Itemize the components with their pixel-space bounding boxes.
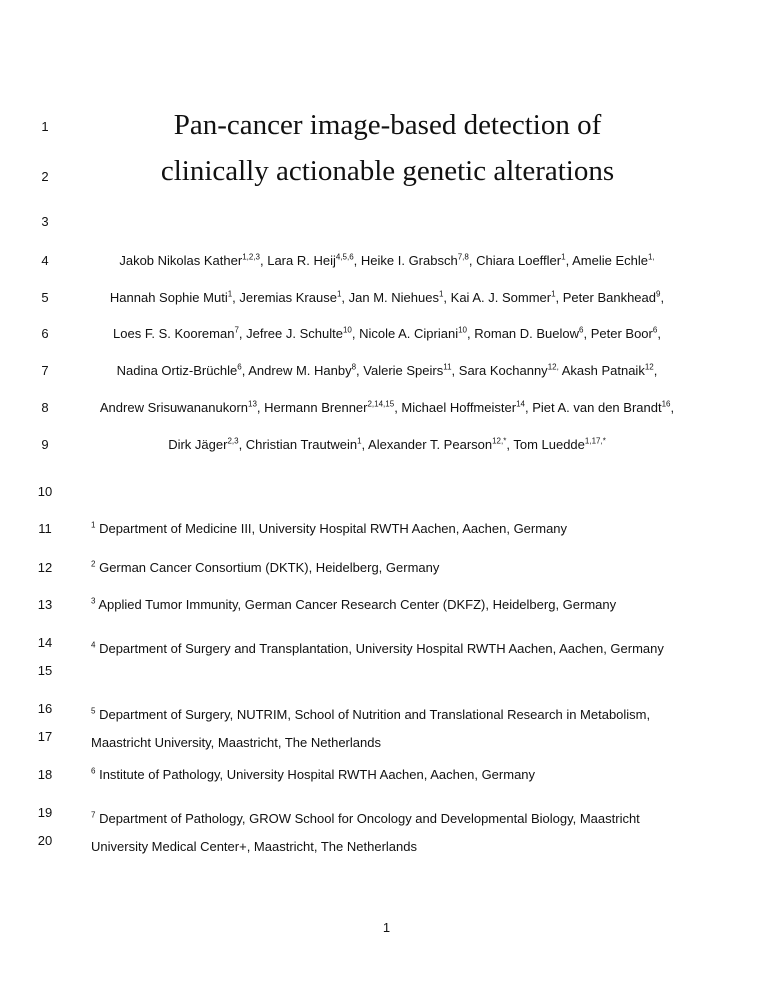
affiliation — [91, 560, 691, 575]
author-line: Jakob Nikolas Kather$^{1,2,3}$, Lara R. Heij$^{4,5,6}$, Heike I. Grabsch$^{7,8}$, Chiara Loeffler$^1$, Amelie Echle$^{1,}$ — [119, 252, 655, 268]
author-line: Nadina Ortiz-Brüchle$^6$, Andrew M. Hanby$^8$, Valerie Speirs$^{11}$, Sara Kochanny$^{12,}$ Akash Patnaik$^{12}$, — [116, 362, 658, 378]
author-affiliation-sup: 13 — [248, 399, 257, 409]
author-affiliation-sup: 9 — [656, 289, 661, 299]
line-number: 5 — [41, 290, 49, 305]
affiliation-number: 6 — [91, 766, 96, 776]
author-affiliation-sup: 1 — [551, 289, 556, 299]
line-number: 7 — [41, 363, 49, 378]
author-name: Peter Boor — [590, 326, 653, 341]
author-name: Sara Kochanny — [458, 363, 548, 378]
affiliation — [91, 597, 691, 612]
author-name: Christian Trautwein — [245, 437, 358, 452]
line-number: 17 — [37, 729, 53, 744]
author-name: Hannah Sophie Muti — [109, 290, 228, 305]
author-name: Piet A. van den Brandt — [532, 400, 662, 415]
author-name: Dirk Jäger — [168, 437, 228, 452]
author-affiliation-sup: 10 — [342, 325, 352, 335]
affiliation — [91, 805, 686, 861]
line-number: 13 — [37, 597, 53, 612]
author-name: Jan M. Niehues — [348, 290, 439, 305]
author-name: Jeremias Krause — [239, 290, 337, 305]
author-affiliation-sup: 12, — [547, 362, 559, 372]
line-number: 1 — [41, 119, 49, 134]
author-affiliation-sup: 16 — [661, 399, 671, 409]
affiliation — [91, 521, 691, 536]
author-name: Andrew M. Hanby — [248, 363, 352, 378]
author-affiliation-sup: 1,2,3 — [242, 252, 260, 262]
line-number: 14 — [37, 635, 53, 650]
affiliation-text: Department of Pathology, GROW School for Oncology and Developmental Biology, Maastricht University Medical Center+, Maastricht, The Netherlands — [91, 811, 640, 854]
line-number: 2 — [41, 169, 49, 184]
affiliation-number: 4 — [91, 640, 96, 650]
paper-title-line-1: Pan-cancer image-based detection of — [173, 109, 602, 141]
author-line: Andrew Srisuwananukorn$^{13}$, Hermann Brenner$^{2,14,15}$, Michael Hoffmeister$^{14}$, Piet A. van den Brandt$^{16}$, — [99, 399, 675, 415]
author-name: Valerie Speirs — [363, 363, 444, 378]
author-name: Loes F. S. Kooreman — [113, 326, 235, 341]
author-affiliation-sup: 2,14,15 — [367, 399, 395, 409]
line-number: 4 — [41, 253, 49, 268]
line-number: 15 — [37, 663, 53, 678]
line-number: 8 — [41, 400, 49, 415]
affiliation-text: German Cancer Consortium (DKTK), Heidelberg, Germany — [99, 560, 440, 575]
line-number: 10 — [37, 484, 53, 499]
author-name: Hermann Brenner — [264, 400, 368, 415]
line-number: 12 — [37, 560, 53, 575]
author-line: Loes F. S. Kooreman$^7$, Jefree J. Schulte$^{10}$, Nicole A. Cipriani$^{10}$, Roman D. Buelow$^6$, Peter Boor$^6$, — [113, 325, 661, 341]
author-affiliation-sup: 6 — [579, 325, 584, 335]
affiliation-text: Institute of Pathology, University Hospital RWTH Aachen, Aachen, Germany — [99, 767, 536, 782]
author-affiliation-sup: 8 — [351, 362, 357, 372]
author-name: Heike I. Grabsch — [360, 253, 458, 268]
line-number: 9 — [41, 437, 49, 452]
affiliation-number: 7 — [91, 810, 96, 820]
author-name: Andrew Srisuwananukorn — [99, 400, 249, 415]
author-affiliation-sup: 1 — [561, 252, 566, 262]
author-name: Amelie Echle — [572, 253, 648, 268]
affiliation-text: Applied Tumor Immunity, German Cancer Research Center (DKFZ), Heidelberg, Germany — [98, 597, 617, 612]
author-name: Jefree J. Schulte — [246, 326, 343, 341]
author-name: Kai A. J. Sommer — [450, 290, 552, 305]
author-line: Hannah Sophie Muti$^1$, Jeremias Krause$^1$, Jan M. Niehues$^1$, Kai A. J. Sommer$^1$, Peter Bankhead$^9$, — [109, 289, 665, 305]
author-affiliation-sup: 7 — [234, 325, 239, 335]
line-number: 11 — [38, 521, 52, 536]
author-affiliation-sup: 1, — [647, 252, 655, 262]
author-affiliation-sup: 1 — [336, 289, 342, 299]
affiliation-text: Department of Surgery and Transplantation, University Hospital RWTH Aachen, Aachen, Germany — [99, 641, 664, 656]
paper-title-line-2: clinically actionable genetic alterations — [160, 155, 615, 187]
page-number: 1 — [382, 920, 391, 935]
line-number: 19 — [37, 805, 53, 820]
author-affiliation-sup: 12 — [644, 362, 654, 372]
author-line: Dirk Jäger$^{2,3}$, Christian Trautwein$^1$, Alexander T. Pearson$^{12,*}$, Tom Luedde$^{1,17,*}$ — [168, 436, 606, 452]
affiliation — [91, 767, 691, 782]
affiliation — [91, 701, 686, 757]
affiliation-number: 2 — [91, 559, 96, 569]
affiliation — [91, 635, 686, 663]
author-name: Nadina Ortiz-Brüchle — [116, 363, 238, 378]
affiliation-text: Department of Medicine III, University Hospital RWTH Aachen, Aachen, Germany — [99, 521, 568, 536]
line-number: 16 — [37, 701, 53, 716]
author-affiliation-sup: 1 — [227, 289, 233, 299]
author-name: Tom Luedde — [513, 437, 585, 452]
author-affiliation-sup: 14 — [516, 399, 525, 409]
author-affiliation-sup: 12,* — [492, 436, 507, 446]
author-name: Lara R. Heij — [267, 253, 336, 268]
author-affiliation-sup: 7,8 — [457, 252, 469, 262]
author-name: Akash Patnaik — [561, 363, 645, 378]
author-name: Peter Bankhead — [562, 290, 656, 305]
line-number: 6 — [41, 326, 49, 341]
author-affiliation-sup: 6 — [652, 325, 658, 335]
author-name: Nicole A. Cipriani — [359, 326, 459, 341]
author-affiliation-sup: 4,5,6 — [335, 252, 354, 262]
author-affiliation-sup: 1,17,* — [584, 436, 606, 446]
author-affiliation-sup: 1 — [438, 289, 444, 299]
author-affiliation-sup: 11 — [443, 362, 452, 372]
affiliation-number: 5 — [91, 706, 96, 716]
author-name: Alexander T. Pearson — [368, 437, 493, 452]
affiliation-number: 3 — [91, 596, 96, 606]
author-affiliation-sup: 1 — [357, 436, 362, 446]
line-number: 18 — [37, 767, 53, 782]
author-name: Michael Hoffmeister — [401, 400, 517, 415]
author-name: Jakob Nikolas Kather — [119, 253, 243, 268]
line-number: 20 — [37, 833, 53, 848]
affiliation-text: Department of Surgery, NUTRIM, School of Nutrition and Translational Research in Metabolism, Maastricht University, Maastricht, The Netherlands — [91, 707, 651, 750]
author-affiliation-sup: 6 — [237, 362, 242, 372]
author-name: Roman D. Buelow — [474, 326, 580, 341]
author-name: Chiara Loeffler — [476, 253, 562, 268]
affiliation-number: 1 — [91, 520, 96, 530]
line-number: 3 — [41, 214, 49, 229]
author-affiliation-sup: 10 — [458, 325, 468, 335]
author-affiliation-sup: 2,3 — [227, 436, 239, 446]
